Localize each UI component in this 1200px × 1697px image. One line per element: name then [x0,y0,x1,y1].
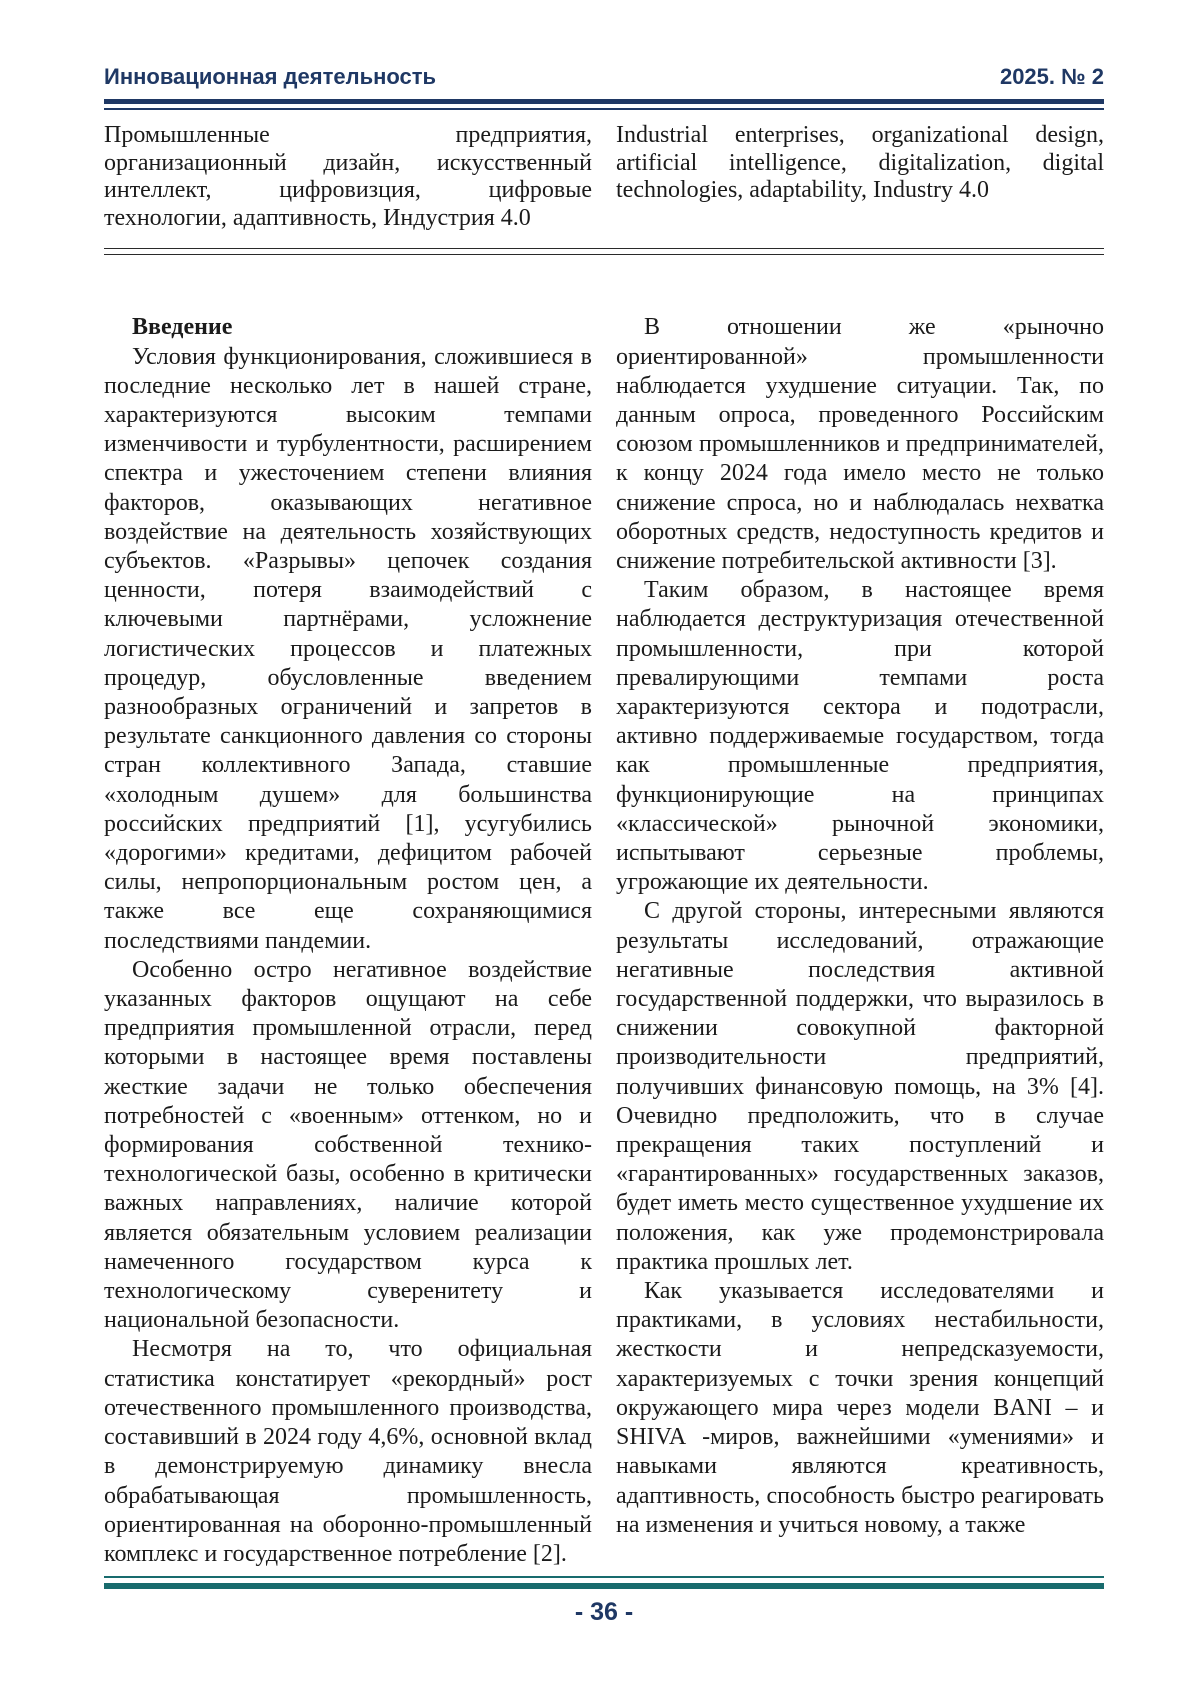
keywords-russian: Промышленные предприятия, организационный дизайн, искусственный интеллект, цифровизция, цифровые технологии, адаптивность, Индустрия 4.0 [104,122,592,231]
right-column [616,313,1104,1581]
keywords-separator-rule [104,248,1104,255]
paragraph: Таким образом, в настоящее время наблюдается деструктуризация отечественной промышленности, при которой превалирующими темпами роста характеризуются сектора и подотрасли, активно поддерживаемые государством, тогда как промышленные предприятия, функционирующие на принципах «классической» рыночной экономики, испытывают серьезные проблемы, угрожающие их деятельности. [616,577,1104,896]
footer-rule-thick [104,1583,1104,1589]
keywords-english: Industrial enterprises, organizational design, artificial intelligence, digitalization, digital technologies, adaptability, Industry 4.0 [616,122,1104,204]
paragraph: С другой стороны, интересными являются результаты исследований, отражающие негативные последствия активной государственной поддержки, что выразилось в снижении совокупной факторной производительности предприятий, получивших финансовую помощь, на 3% [4]. Очевидно предположить, что в случае прекращения таких поступлений и «гарантированных» государственных заказов, будет иметь место существенное ухудшение их положения, как уже продемонстрировала практика прошлых лет. [616,898,1104,1275]
paragraph: В отношении же «рыночно ориентированной» промышленности наблюдается ухудшение ситуации. Так, по данным опроса, проведенного Российским союзом промышленников и предпринимателей, к концу 2024 года имело место не только снижение спроса, но и наблюдалась нехватка оборотных средств, недоступность кредитов и снижение потребительской активности [3]. [616,314,1104,574]
journal-title: Инновационная деятельность [104,64,437,89]
paragraph: Несмотря на то, что официальная статистика констатирует «рекордный» рост отечественного промышленного производства, составивший в 2024 году 4,6%, основной вклад в демонстрируемую динамику внесла обрабатывающая промышленность, ориентированная на оборонно-промышленный комплекс и государственное потребление [2]. [104,1336,592,1567]
keywords-block [104,122,1104,232]
paragraph: Условия функционирования, сложившиеся в последние несколько лет в нашей стране, характеризуются высоким темпами изменчивости и турбулентности, расширением спектра и ужесточением степени влияния факторов, оказывающих негативное воздействие на деятельность хозяйствующих субъектов. «Разрывы» цепочек создания ценности, потеря взаимодействий с ключевыми партнёрами, усложнение логистических процессов и платежных процедур, обусловленные введением разнообразных ограничений и запретов в результате санкционного давления со стороны стран коллективного Запада, ставшие «холодным душем» для большинства российских предприятий [1], усугубились «дорогими» кредитами, дефицитом рабочей силы, непропорциональным ростом цен, а также все еще сохраняющимися последствиями пандемии. [104,343,592,954]
left-column [104,313,592,1581]
issue-number: 2025. № 2 [999,64,1104,89]
paragraph: Как указывается исследователями и практиками, в условиях нестабильности, жесткости и непредсказуемости, характеризуемых с точки зрения концепций окружающего мира через модели BANI – и SHIVA -миров, важнейшими «умениями» и навыками являются креативность, адаптивность, способность быстро реагировать на изменения и учиться новому, а также [616,1278,1104,1538]
section-heading-introduction: Введение [132,314,233,341]
header-rule-thin [104,108,1104,110]
header-rule-thick [104,99,1104,104]
running-head [104,0,1104,90]
page-footer [104,1576,1104,1627]
article-body [104,313,1104,1581]
footer-rule-thin [104,1576,1104,1578]
paragraph: Особенно остро негативное воздействие указанных факторов ощущают на себе предприятия промышленной отрасли, перед которыми в настоящее время поставлены жесткие задачи не только обеспечения потребностей с «военным» оттенком, но и формирования собственной технико-технологической базы, особенно в критически важных направлениях, наличие которой является обязательным условием реализации намеченного государством курса к технологическому суверенитету и национальной безопасности. [104,956,592,1334]
page-number: - 36 - [574,1598,634,1626]
